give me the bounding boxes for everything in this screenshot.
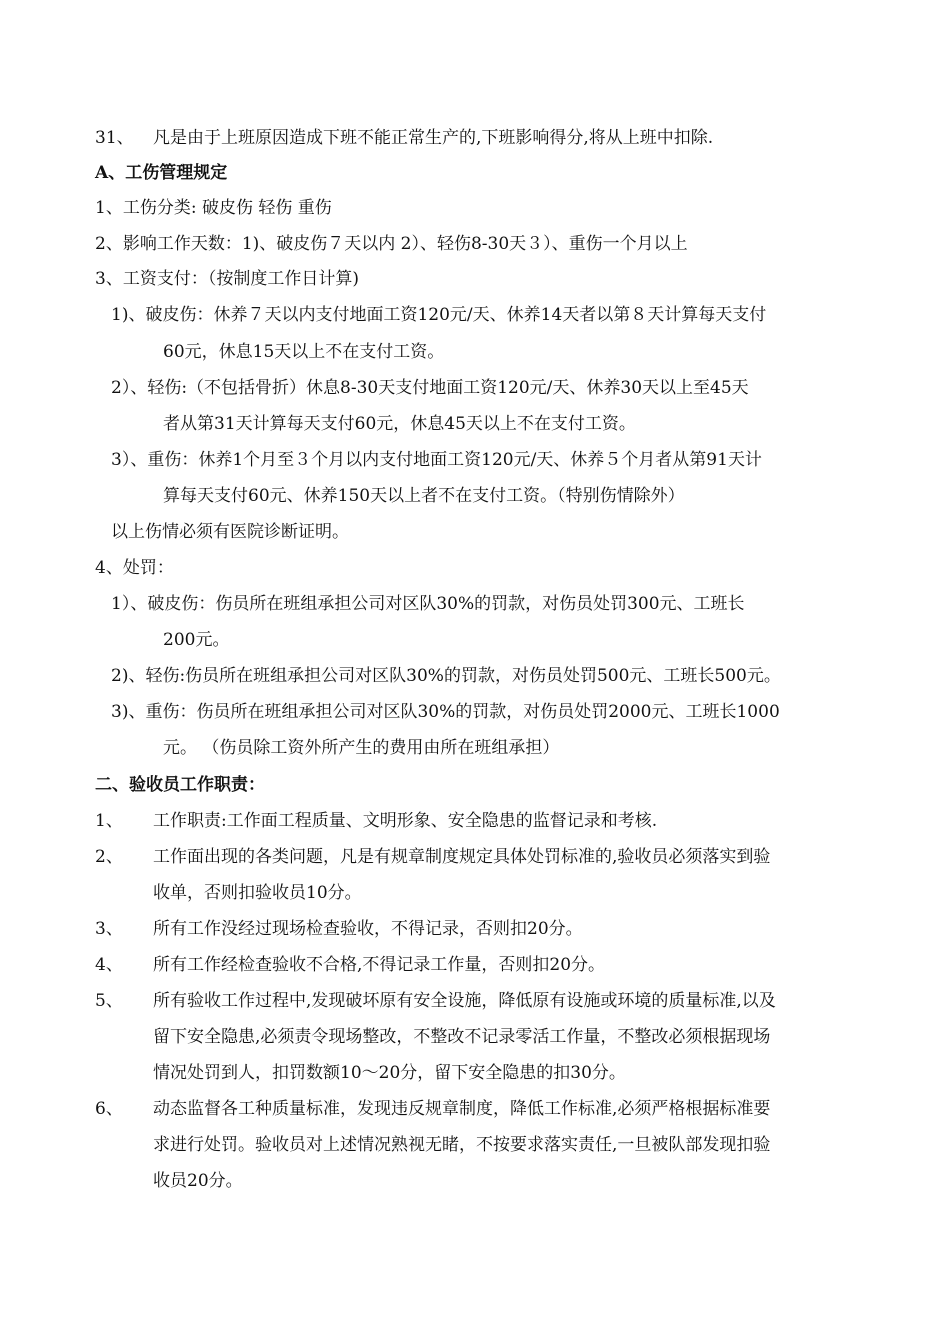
list-item-text: 情况处罚到人，扣罚数额10～20分，留下安全隐患的扣30分。 — [153, 1063, 626, 1083]
list-item-number: 3、 — [95, 919, 123, 939]
paragraph: 4、处罚： — [95, 558, 174, 578]
item-number: 31、 — [95, 128, 134, 148]
paragraph: 1)、破皮伤：休养７天以内支付地面工资120元/天、休养14天者以第８天计算每天支付 — [111, 305, 767, 325]
paragraph: 者从第31天计算每天支付60元，休息45天以上不在支付工资。 — [163, 414, 636, 434]
list-item-text: 所有验收工作过程中,发现破坏原有安全设施，降低原有设施或环境的质量标准,以及 — [153, 991, 776, 1011]
list-item-number: 1、 — [95, 811, 123, 831]
section-heading: 二、验收员工作职责： — [95, 775, 265, 795]
paragraph: 3、工资支付：（按制度工作日计算) — [95, 269, 359, 289]
paragraph: 3）、重伤：休养1个月至３个月以内支付地面工资120元/天、休养５个月者从第91天计 — [111, 450, 762, 470]
list-item-text: 工作职责:工作面工程质量、文明形象、安全隐患的监督记录和考核. — [153, 811, 658, 831]
list-item-text: 工作面出现的各类问题，凡是有规章制度规定具体处罚标准的,验收员必须落实到验 — [153, 847, 771, 867]
paragraph: 1）、破皮伤：伤员所在班组承担公司对区队30%的罚款，对伤员处罚300元、工班长 — [111, 594, 745, 614]
list-item-number: 4、 — [95, 955, 123, 975]
paragraph: 2）、轻伤:（不包括骨折）休息8-30天支付地面工资120元/天、休养30天以上至45天 — [111, 378, 749, 398]
list-item-number: 5、 — [95, 991, 123, 1011]
list-item-text: 所有工作经检查验收不合格,不得记录工作量，否则扣20分。 — [153, 955, 606, 975]
paragraph: 1、工伤分类: 破皮伤 轻伤 重伤 — [95, 198, 332, 218]
list-item-number: 2、 — [95, 847, 123, 867]
list-item-text: 收单，否则扣验收员10分。 — [153, 883, 362, 903]
paragraph: 2、影响工作天数：1)、破皮伤７天以内 2）、轻伤8-30天３）、重伤一个月以上 — [95, 234, 688, 254]
paragraph: 200元。 — [163, 630, 230, 650]
paragraph: 以上伤情必须有医院诊断证明。 — [111, 522, 349, 542]
section-heading: A、工伤管理规定 — [95, 163, 228, 183]
list-item-number: 6、 — [95, 1099, 123, 1119]
list-item-text: 所有工作没经过现场检查验收，不得记录，否则扣20分。 — [153, 919, 583, 939]
paragraph: 2)、轻伤:伤员所在班组承担公司对区队30%的罚款，对伤员处罚500元、工班长500元。 — [111, 666, 781, 686]
list-item-text: 求进行处罚。验收员对上述情况熟视无睹，不按要求落实责任,一旦被队部发现扣验 — [153, 1135, 771, 1155]
list-item-text: 动态监督各工种质量标准，发现违反规章制度，降低工作标准,必须严格根据标准要 — [153, 1099, 771, 1119]
list-item-text: 收员20分。 — [153, 1171, 243, 1191]
paragraph: 算每天支付60元、休养150天以上者不在支付工资。（特别伤情除外） — [163, 486, 685, 506]
paragraph: 3)、重伤：伤员所在班组承担公司对区队30%的罚款，对伤员处罚2000元、工班长1000 — [111, 702, 780, 722]
paragraph: 凡是由于上班原因造成下班不能正常生产的,下班影响得分,将从上班中扣除. — [153, 128, 714, 148]
list-item-text: 留下安全隐患,必须责令现场整改，不整改不记录零活工作量，不整改必须根据现场 — [153, 1027, 771, 1047]
paragraph: 元。 （伤员除工资外所产生的费用由所在班组承担） — [163, 738, 560, 758]
paragraph: 60元，休息15天以上不在支付工资。 — [163, 342, 445, 362]
